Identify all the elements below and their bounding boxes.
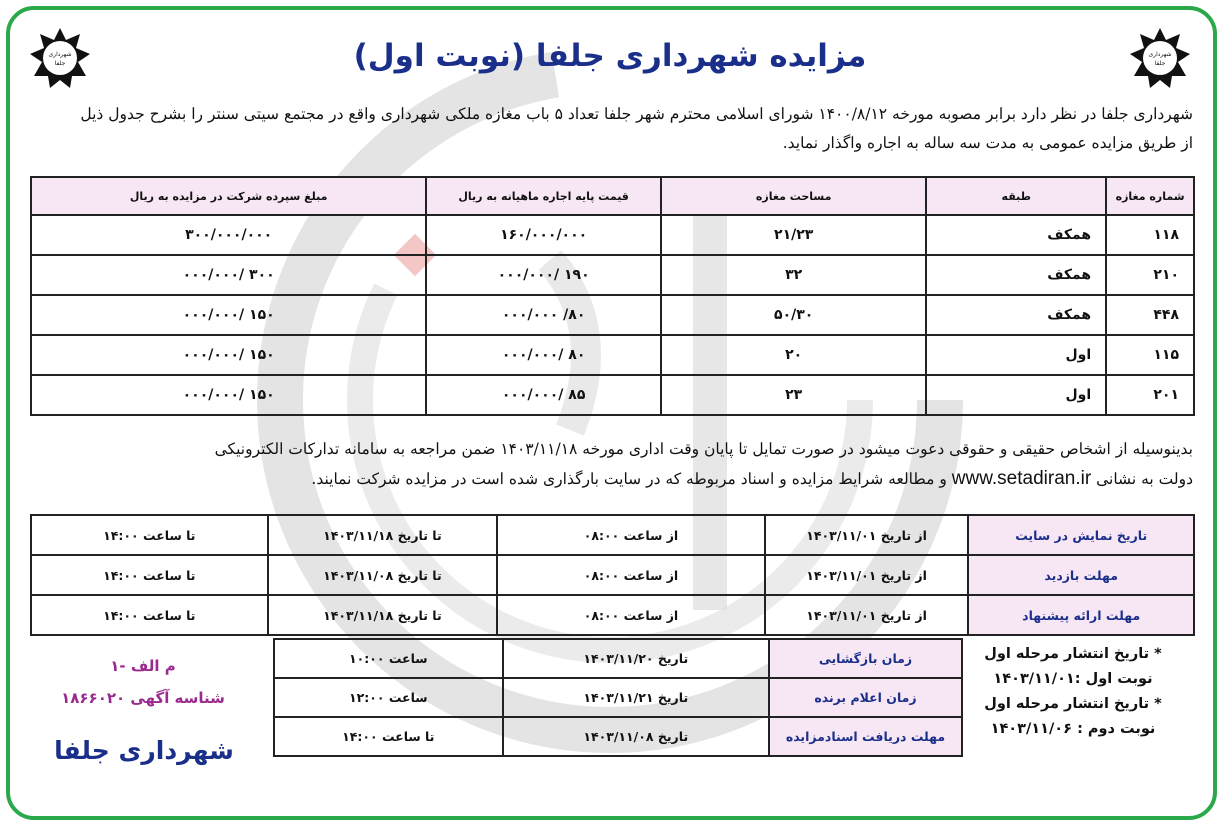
signature: شهرداری جلفا <box>54 736 234 765</box>
table-row <box>31 555 1194 595</box>
notice-title: مزایده شهرداری جلفا (نوبت اول) <box>353 38 867 74</box>
col-base-rent: قیمت پایه اجاره ماهیانه به ریال <box>426 177 661 215</box>
shop-area: ۳۲ <box>661 255 926 295</box>
event-label: زمان اعلام برنده <box>769 678 962 717</box>
shop-base-rent: ۸۰ /۰۰۰/۰۰۰ <box>426 335 661 375</box>
shop-base-rent: ۱۹۰ /۰۰۰/۰۰۰ <box>426 255 661 295</box>
event-time: تا ساعت ۱۴:۰۰ <box>274 717 503 756</box>
invitation-line-2-pre: دولت به نشانی <box>1096 470 1193 488</box>
shop-number: ۱۱۸ <box>1106 215 1194 255</box>
schedule-to-time: تا ساعت ۱۴:۰۰ <box>31 595 268 635</box>
svg-text:جلفا: جلفا <box>54 60 66 67</box>
setadiran-link[interactable]: www.setadiran.ir <box>951 468 1092 489</box>
schedule-from-date: از تاریخ ۱۴۰۳/۱۱/۰۱ <box>765 595 969 635</box>
invitation-line-1: بدینوسیله از اشخاص حقیقی و حقوقی دعوت میشود در صورت تمایل تا پایان وقت اداری مورخه ۱۴۰۳/۱۱/۱۸ ضمن مراجعه به سامانه تدارکات الکترونیکی <box>214 440 1193 458</box>
shop-floor: اول <box>926 375 1106 415</box>
ad-id: شناسه آگهی ۱۸۶۶۰۲۰ <box>61 689 225 707</box>
table-row <box>31 335 1194 375</box>
shop-floor: همکف <box>926 295 1106 335</box>
schedule-label: تاریخ نمایش در سایت <box>968 515 1194 555</box>
ad-code-block <box>38 650 248 714</box>
shop-floor: همکف <box>926 255 1106 295</box>
invitation-line-2-post: و مطالعه شرایط مزایده و اسناد مربوطه که در سایت بارگذاری شده است در مزایده شرکت نمایند. <box>311 470 947 488</box>
notice-frame <box>6 6 1217 820</box>
shop-base-rent: ۱۶۰/۰۰۰/۰۰۰ <box>426 215 661 255</box>
shop-area: ۲۱/۲۳ <box>661 215 926 255</box>
svg-text:شهرداری: شهرداری <box>48 51 72 58</box>
schedule-to-date: تا تاریخ ۱۴۰۳/۱۱/۰۸ <box>268 555 498 595</box>
shop-number: ۲۱۰ <box>1106 255 1194 295</box>
shop-floor: همکف <box>926 215 1106 255</box>
publication-second-value: نوبت دوم : ۱۴۰۳/۱۱/۰۶ <box>990 721 1156 737</box>
schedule-from-date: از تاریخ ۱۴۰۳/۱۱/۰۱ <box>765 555 969 595</box>
schedule-table <box>30 514 1195 636</box>
events-table <box>273 638 963 757</box>
invitation-paragraph <box>28 434 1193 494</box>
event-date: تاریخ ۱۴۰۳/۱۱/۲۱ <box>503 678 769 717</box>
shops-table <box>30 176 1195 416</box>
schedule-label: مهلت ارائه پیشنهاد <box>968 595 1194 635</box>
shop-area: ۵۰/۳۰ <box>661 295 926 335</box>
shop-floor: اول <box>926 335 1106 375</box>
table-row <box>31 515 1194 555</box>
col-floor: طبقه <box>926 177 1106 215</box>
event-time: ساعت ۱۲:۰۰ <box>274 678 503 717</box>
schedule-to-time: تا ساعت ۱۴:۰۰ <box>31 515 268 555</box>
event-label: مهلت دریافت اسنادمزایده <box>769 717 962 756</box>
table-row <box>274 678 962 717</box>
schedule-from-time: از ساعت ۰۸:۰۰ <box>497 595 764 635</box>
table-row <box>31 375 1194 415</box>
shop-deposit: ۳۰۰ /۰۰۰/۰۰۰ <box>31 255 426 295</box>
shop-base-rent: ۸۵ /۰۰۰/۰۰۰ <box>426 375 661 415</box>
table-row <box>31 255 1194 295</box>
schedule-label: مهلت بازدید <box>968 555 1194 595</box>
col-area: مساحت مغازه <box>661 177 926 215</box>
shop-deposit: ۱۵۰ /۰۰۰/۰۰۰ <box>31 295 426 335</box>
shop-deposit: ۳۰۰/۰۰۰/۰۰۰ <box>31 215 426 255</box>
event-date: تاریخ ۱۴۰۳/۱۱/۰۸ <box>503 717 769 756</box>
col-shop-number: شماره مغازه <box>1106 177 1194 215</box>
publication-first-value: نوبت اول :۱۴۰۳/۱۱/۰۱ <box>993 671 1153 687</box>
event-time: ساعت ۱۰:۰۰ <box>274 639 503 678</box>
publication-dates <box>970 642 1176 742</box>
svg-text:شهرداری: شهرداری <box>1148 51 1172 58</box>
table-row <box>274 717 962 756</box>
shop-area: ۲۰ <box>661 335 926 375</box>
schedule-to-time: تا ساعت ۱۴:۰۰ <box>31 555 268 595</box>
shop-number: ۱۱۵ <box>1106 335 1194 375</box>
col-deposit: مبلغ سپرده شرکت در مزایده به ریال <box>31 177 426 215</box>
svg-text:جلفا: جلفا <box>1154 60 1166 67</box>
schedule-from-time: از ساعت ۰۸:۰۰ <box>497 555 764 595</box>
shop-number: ۲۰۱ <box>1106 375 1194 415</box>
publication-second-label: * تاریخ انتشار مرحله اول <box>984 696 1162 712</box>
publication-first-label: * تاریخ انتشار مرحله اول <box>984 646 1162 662</box>
shop-number: ۴۴۸ <box>1106 295 1194 335</box>
schedule-to-date: تا تاریخ ۱۴۰۳/۱۱/۱۸ <box>268 515 498 555</box>
table-row <box>31 595 1194 635</box>
municipality-logo-right <box>1128 26 1192 90</box>
shops-table-header-row <box>31 177 1194 215</box>
invitation-line-2 <box>28 464 1193 494</box>
shop-base-rent: ۸۰/ ۰۰۰/۰۰۰ <box>426 295 661 335</box>
schedule-to-date: تا تاریخ ۱۴۰۳/۱۱/۱۸ <box>268 595 498 635</box>
table-row <box>31 295 1194 335</box>
schedule-from-date: از تاریخ ۱۴۰۳/۱۱/۰۱ <box>765 515 969 555</box>
intro-line-1: شهرداری جلفا در نظر دارد برابر مصوبه مورخه ۱۴۰۰/۸/۱۲ شورای اسلامی محترم شهر جلفا تعداد ۵ باب مغازه ملکی شهرداری واقع در مجتمع سیتی سنتر را بشرح جدول ذیل <box>80 105 1193 123</box>
table-row <box>274 639 962 678</box>
intro-line-2: از طریق مزایده عمومی به مدت سه ساله به اجاره واگذار نماید. <box>782 134 1193 152</box>
ad-code: م الف -۱ <box>110 657 176 675</box>
event-label: زمان بازگشایی <box>769 639 962 678</box>
shop-deposit: ۱۵۰ /۰۰۰/۰۰۰ <box>31 375 426 415</box>
shop-area: ۲۳ <box>661 375 926 415</box>
municipality-logo-left <box>28 26 92 90</box>
schedule-from-time: از ساعت ۰۸:۰۰ <box>497 515 764 555</box>
table-row <box>31 215 1194 255</box>
intro-paragraph <box>28 100 1193 158</box>
shop-deposit: ۱۵۰ /۰۰۰/۰۰۰ <box>31 335 426 375</box>
event-date: تاریخ ۱۴۰۳/۱۱/۲۰ <box>503 639 769 678</box>
